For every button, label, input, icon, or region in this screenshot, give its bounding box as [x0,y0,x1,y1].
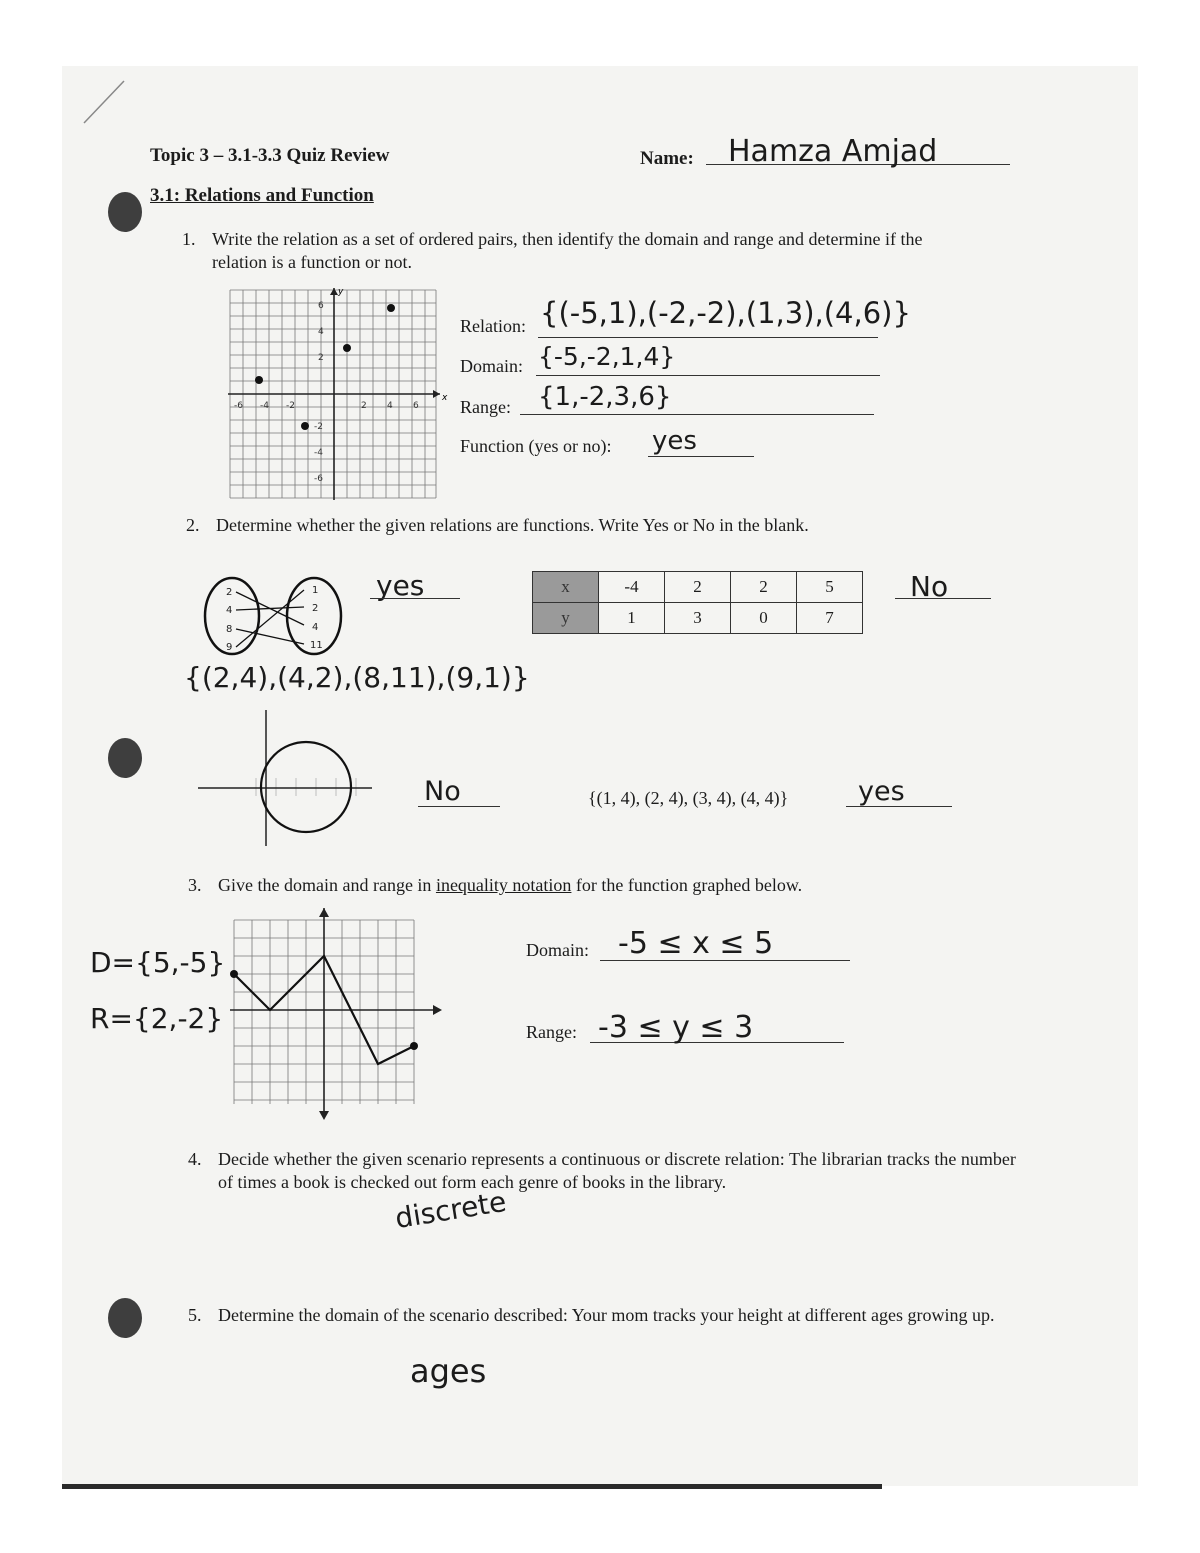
tick-label: 2 [361,401,367,411]
tick-label: 2 [318,353,324,363]
mapping-answer-line [370,598,460,599]
q4-answer[interactable]: discrete [392,1184,509,1235]
domain-line [536,375,880,376]
relation-label: Relation: [460,316,526,336]
section-heading: 3.1: Relations and Function [150,185,374,206]
question-text-emphasis: inequality notation [435,875,572,895]
table-cell: 5 [797,572,863,603]
table-row [533,603,863,634]
mapping-range-value: 1 [312,585,319,596]
q3-function-graph [230,908,444,1122]
name-label: Name: [640,148,694,169]
mapping-domain-value: 4 [226,605,233,616]
mapping-range-value: 2 [312,603,319,614]
pencil-mark [80,75,130,130]
question-5 [188,1304,1018,1327]
binder-hole [108,738,142,778]
q5-answer[interactable]: ages [410,1352,487,1390]
table-row [533,572,863,603]
q3-domain-label: Domain: [526,940,589,960]
tick-label: 6 [318,301,324,311]
data-point [255,376,263,384]
table-cell: 1 [599,603,665,634]
y-axis-label: y [338,288,344,297]
page-title: Topic 3 – 3.1-3.3 Quiz Review [150,145,390,166]
x-axis-label: x [442,393,448,403]
question-2 [186,514,976,537]
tick-label: 4 [387,401,393,411]
table-answer[interactable]: No [910,570,949,603]
tick-label: -4 [260,401,269,411]
mapping-domain-value: 8 [226,624,233,635]
binder-hole [108,192,142,232]
data-point [301,422,309,430]
table-cell: 0 [731,603,797,634]
set-answer[interactable]: yes [858,776,905,807]
mapping-pairs-note: {(2,4),(4,2),(8,11),(9,1)} [184,661,530,694]
question-text: Write the relation as a set of ordered pairs, then identify the domain and range and determine if the relation is a function or not. [212,229,923,272]
tick-label: 4 [318,327,324,337]
table-cell: 3 [665,603,731,634]
tick-label: -6 [234,401,243,411]
set-answer-line [846,806,952,807]
circle-answer[interactable]: No [424,776,461,807]
function-label: Function (yes or no): [460,436,612,456]
mapping-domain-value: 2 [226,587,233,598]
question-number: 3. [188,875,202,895]
mapping-range-value: 4 [312,622,319,633]
table-cell: 7 [797,603,863,634]
data-point [343,344,351,352]
relation-circle [261,742,351,832]
question-number: 1. [182,229,196,249]
question-1 [182,228,952,274]
relation-answer[interactable]: {(-5,1),(-2,-2),(1,3),(4,6)} [540,296,911,330]
question-text: Determine the domain of the scenario described: Your mom tracks your height at different ages growing up. [218,1305,995,1325]
mapping-diagram [200,576,350,658]
circle-graph [196,708,378,848]
tick-label: -4 [314,448,323,458]
mapping-range-value: 11 [310,640,323,651]
q3-domain-answer[interactable]: -5 ≤ x ≤ 5 [618,926,774,961]
page-edge [62,1484,882,1489]
range-label: Range: [460,397,511,417]
tick-label: 6 [413,401,419,411]
mapping-answer[interactable]: yes [376,569,425,602]
question-number: 2. [186,515,200,535]
question-text: for the function graphed below. [571,875,803,895]
xy-table [532,571,863,634]
table-answer-line [895,598,991,599]
q1-coordinate-grid [228,288,448,500]
side-note-range: R={2,-2} [90,1002,224,1035]
tick-label: -6 [314,474,323,484]
question-3 [188,874,978,897]
relation-line [538,337,878,338]
question-4 [188,1148,1018,1194]
tick-label: -2 [286,401,295,411]
question-text: Determine whether the given relations are functions. Write Yes or No in the blank. [216,515,809,535]
domain-label: Domain: [460,356,523,376]
table-header: x [533,572,599,603]
circle-answer-line [418,806,500,807]
q3-range-label: Range: [526,1022,577,1042]
binder-hole [108,1298,142,1338]
function-line [648,456,754,457]
endpoint [410,1042,418,1050]
question-number: 4. [188,1149,202,1169]
domain-answer[interactable]: {-5,-2,1,4} [538,342,676,371]
ordered-pair-set: {(1, 4), (2, 4), (3, 4), (4, 4)} [588,788,789,808]
range-line [520,414,874,415]
q3-range-answer[interactable]: -3 ≤ y ≤ 3 [598,1010,754,1045]
table-cell: -4 [599,572,665,603]
name-field[interactable]: Hamza Amjad [728,134,938,169]
question-text: Give the domain and range in [218,875,436,895]
range-answer[interactable]: {1,-2,3,6} [538,382,672,412]
table-cell: 2 [665,572,731,603]
question-text: Decide whether the given scenario represents a continuous or discrete relation: The librarian tracks the number of times a book is checked out form each genre of books in the library. [218,1149,1016,1192]
mapping-domain-value: 9 [226,642,233,653]
side-note-domain: D={5,-5} [90,946,226,979]
question-number: 5. [188,1305,202,1325]
table-cell: 2 [731,572,797,603]
tick-label: -2 [314,422,323,432]
function-answer[interactable]: yes [652,426,697,456]
endpoint [230,970,238,978]
table-header: y [533,603,599,634]
data-point [387,304,395,312]
